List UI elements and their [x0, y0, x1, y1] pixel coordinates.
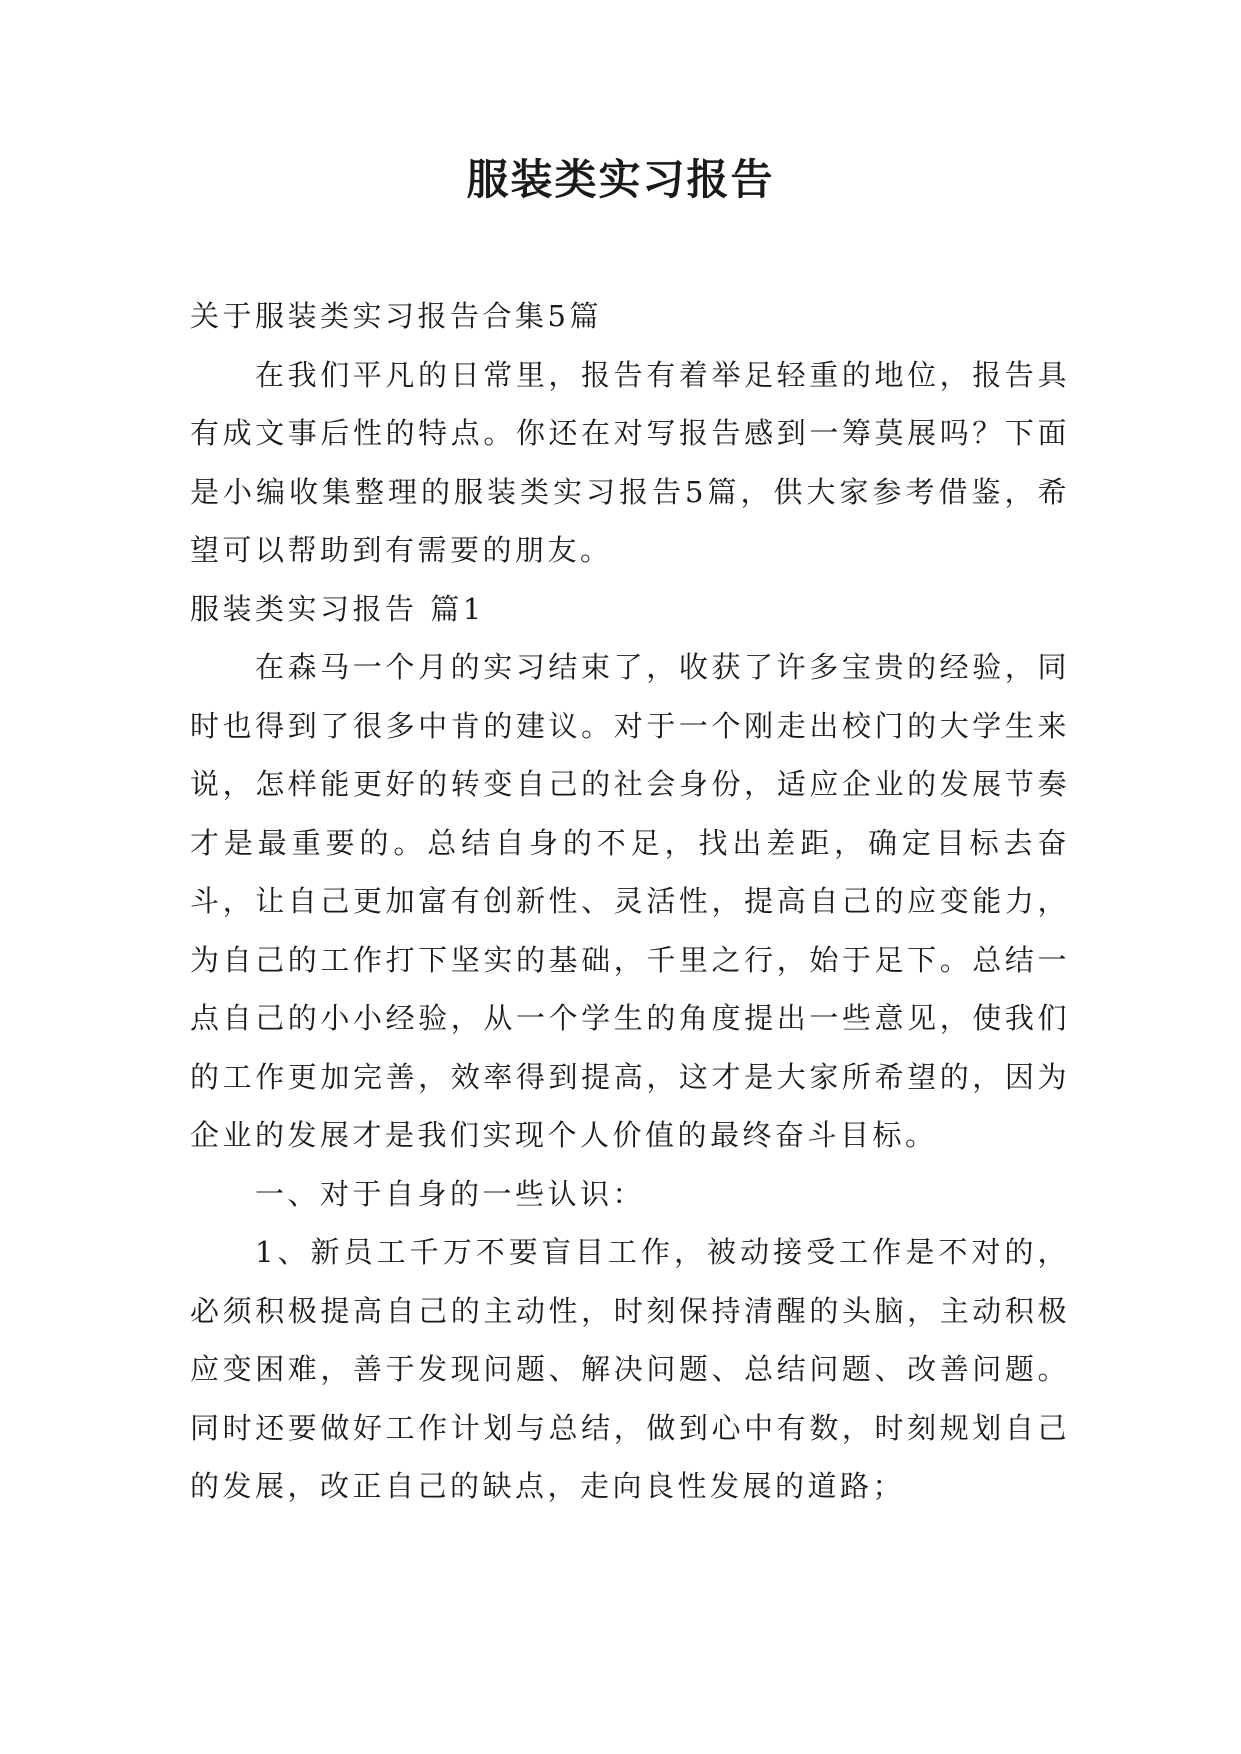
intro-paragraph: 在我们平凡的日常里，报告有着举足轻重的地位，报告具有成文事后性的特点。你还在对写报告感到一筹莫展吗？下面是小编收集整理的服装类实习报告5篇，供大家参考借鉴，希望可以帮助到有需要的朋友。 [190, 357, 1070, 567]
document-body [190, 287, 1070, 1516]
section-heading: 服装类实习报告 篇1 [190, 591, 485, 626]
document-title: 服装类实习报告 [466, 155, 775, 204]
document-subtitle: 关于服装类实习报告合集5篇 [190, 299, 602, 333]
point-heading: 一、对于自身的一些认识： [255, 1176, 646, 1211]
body-paragraph: 1、新员工千万不要盲目工作，被动接受工作是不对的，必须积极提高自己的主动性，时刻保持清醒的头脑，主动积极应变困难，善于发现问题、解决问题、总结问题、改善问题。同时还要做好工作计划与总结，做到心中有数，时刻规划自己的发展，改正自己的缺点，走向良性发展的道路； [190, 1235, 1070, 1503]
body-paragraph: 在森马一个月的实习结束了，收获了许多宝贵的经验，同时也得到了很多中肯的建议。对于一个刚走出校门的大学生来说，怎样能更好的转变自己的社会身份，适应企业的发展节奏才是最重要的。总结自身的不足，找出差距，确定目标去奋斗，让自己更加富有创新性、灵活性，提高自己的应变能力，为自己的工作打下坚实的基础，千里之行，始于足下。总结一点自己的小小经验，从一个学生的角度提出一些意见，使我们的工作更加完善，效率得到提高，这才是大家所希望的，因为企业的发展才是我们实现个人价值的最终奋斗目标。 [190, 650, 1070, 1152]
